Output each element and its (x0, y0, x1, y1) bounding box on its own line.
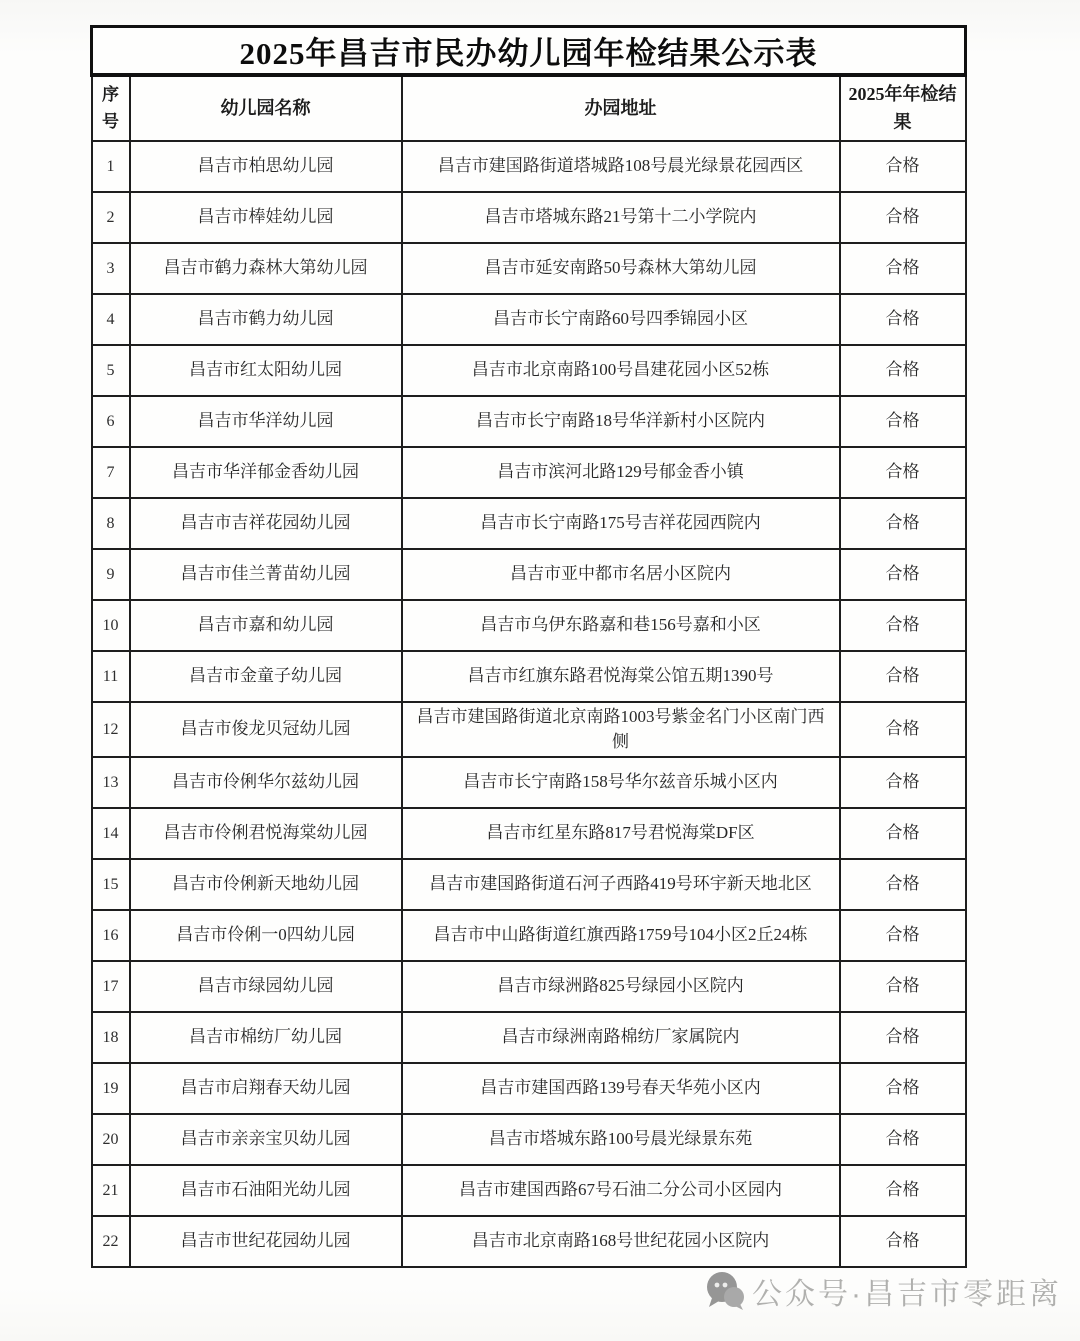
kindergarten-name-cell: 昌吉市柏思幼儿园 (130, 141, 402, 192)
kindergarten-name-cell: 昌吉市伶俐君悦海棠幼儿园 (130, 808, 402, 859)
kindergarten-name-cell: 昌吉市吉祥花园幼儿园 (130, 498, 402, 549)
table-row (92, 600, 966, 651)
kindergarten-address-cell: 昌吉市乌伊东路嘉和巷156号嘉和小区 (402, 600, 840, 651)
inspection-result-cell: 合格 (840, 961, 966, 1012)
column-header-result: 2025年年检结果 (840, 75, 966, 141)
kindergarten-name-cell: 昌吉市棒娃幼儿园 (130, 192, 402, 243)
table-row (92, 808, 966, 859)
kindergarten-name-cell: 昌吉市伶俐一0四幼儿园 (130, 910, 402, 961)
kindergarten-address-cell: 昌吉市中山路街道红旗西路1759号104小区2丘24栋 (402, 910, 840, 961)
kindergarten-name-cell: 昌吉市华洋幼儿园 (130, 396, 402, 447)
kindergarten-name-cell: 昌吉市伶俐新天地幼儿园 (130, 859, 402, 910)
inspection-result-cell: 合格 (840, 702, 966, 757)
row-index-cell: 15 (92, 859, 130, 910)
row-index-cell: 5 (92, 345, 130, 396)
inspection-result-cell: 合格 (840, 1063, 966, 1114)
row-index-cell: 21 (92, 1165, 130, 1216)
kindergarten-address-cell: 昌吉市建国路街道塔城路108号晨光绿景花园西区 (402, 141, 840, 192)
table-body (92, 141, 966, 1267)
inspection-result-cell: 合格 (840, 396, 966, 447)
kindergarten-name-cell: 昌吉市石油阳光幼儿园 (130, 1165, 402, 1216)
kindergarten-name-cell: 昌吉市鹤力幼儿园 (130, 294, 402, 345)
table-row (92, 651, 966, 702)
kindergarten-address-cell: 昌吉市北京南路168号世纪花园小区院内 (402, 1216, 840, 1267)
kindergarten-name-cell: 昌吉市绿园幼儿园 (130, 961, 402, 1012)
kindergarten-address-cell: 昌吉市滨河北路129号郁金香小镇 (402, 447, 840, 498)
inspection-result-cell: 合格 (840, 910, 966, 961)
chat-bubble-icon (702, 1268, 748, 1314)
table-row (92, 447, 966, 498)
kindergarten-address-cell: 昌吉市红星东路817号君悦海棠DF区 (402, 808, 840, 859)
table-row (92, 859, 966, 910)
kindergarten-name-cell: 昌吉市亲亲宝贝幼儿园 (130, 1114, 402, 1165)
kindergarten-address-cell: 昌吉市建国西路139号春天华苑小区内 (402, 1063, 840, 1114)
kindergarten-name-cell: 昌吉市俊龙贝冠幼儿园 (130, 702, 402, 757)
table-row (92, 1216, 966, 1267)
kindergarten-address-cell: 昌吉市长宁南路158号华尔兹音乐城小区内 (402, 757, 840, 808)
inspection-result-cell: 合格 (840, 498, 966, 549)
inspection-result-cell: 合格 (840, 651, 966, 702)
kindergarten-address-cell: 昌吉市延安南路50号森林大第幼儿园 (402, 243, 840, 294)
inspection-result-cell: 合格 (840, 243, 966, 294)
kindergarten-address-cell: 昌吉市亚中都市名居小区院内 (402, 549, 840, 600)
header-row (92, 75, 966, 141)
row-index-cell: 18 (92, 1012, 130, 1063)
kindergarten-address-cell: 昌吉市建国西路67号石油二分公司小区园内 (402, 1165, 840, 1216)
row-index-cell: 20 (92, 1114, 130, 1165)
kindergarten-name-cell: 昌吉市佳兰菁苗幼儿园 (130, 549, 402, 600)
inspection-result-cell: 合格 (840, 1216, 966, 1267)
table-row (92, 1012, 966, 1063)
kindergarten-address-cell: 昌吉市塔城东路100号晨光绿景东苑 (402, 1114, 840, 1165)
row-index-cell: 8 (92, 498, 130, 549)
row-index-cell: 7 (92, 447, 130, 498)
table-row (92, 498, 966, 549)
row-index-cell: 17 (92, 961, 130, 1012)
kindergarten-name-cell: 昌吉市华洋郁金香幼儿园 (130, 447, 402, 498)
table-row (92, 910, 966, 961)
row-index-cell: 12 (92, 702, 130, 757)
kindergarten-address-cell: 昌吉市建国路街道北京南路1003号紫金名门小区南门西侧 (402, 702, 840, 757)
table-row (92, 396, 966, 447)
inspection-result-cell: 合格 (840, 808, 966, 859)
table-row (92, 1063, 966, 1114)
table-row (92, 961, 966, 1012)
inspection-result-cell: 合格 (840, 1114, 966, 1165)
inspection-result-cell: 合格 (840, 345, 966, 396)
kindergarten-name-cell: 昌吉市鹤力森林大第幼儿园 (130, 243, 402, 294)
row-index-cell: 10 (92, 600, 130, 651)
table-row (92, 141, 966, 192)
inspection-result-cell: 合格 (840, 141, 966, 192)
kindergarten-address-cell: 昌吉市长宁南路60号四季锦园小区 (402, 294, 840, 345)
kindergarten-name-cell: 昌吉市金童子幼儿园 (130, 651, 402, 702)
title-row (92, 27, 966, 76)
inspection-result-cell: 合格 (840, 757, 966, 808)
inspection-results-table (90, 25, 967, 1268)
table-row (92, 549, 966, 600)
row-index-cell: 4 (92, 294, 130, 345)
watermark-text: 公众号·昌吉市零距离 (752, 1278, 1062, 1311)
kindergarten-address-cell: 昌吉市绿洲南路棉纺厂家属院内 (402, 1012, 840, 1063)
row-index-cell: 6 (92, 396, 130, 447)
inspection-result-cell: 合格 (840, 1165, 966, 1216)
row-index-cell: 19 (92, 1063, 130, 1114)
kindergarten-name-cell: 昌吉市世纪花园幼儿园 (130, 1216, 402, 1267)
row-index-cell: 2 (92, 192, 130, 243)
row-index-cell: 3 (92, 243, 130, 294)
kindergarten-address-cell: 昌吉市塔城东路21号第十二小学院内 (402, 192, 840, 243)
kindergarten-address-cell: 昌吉市建国路街道石河子西路419号环宇新天地北区 (402, 859, 840, 910)
table-row (92, 702, 966, 757)
table-row (92, 294, 966, 345)
column-header-address: 办园地址 (402, 75, 840, 141)
inspection-result-cell: 合格 (840, 447, 966, 498)
table-row (92, 1114, 966, 1165)
inspection-result-cell: 合格 (840, 192, 966, 243)
kindergarten-address-cell: 昌吉市绿洲路825号绿园小区院内 (402, 961, 840, 1012)
kindergarten-name-cell: 昌吉市嘉和幼儿园 (130, 600, 402, 651)
column-header-index: 序号 (92, 75, 130, 141)
kindergarten-name-cell: 昌吉市红太阳幼儿园 (130, 345, 402, 396)
kindergarten-name-cell: 昌吉市棉纺厂幼儿园 (130, 1012, 402, 1063)
row-index-cell: 22 (92, 1216, 130, 1267)
inspection-result-cell: 合格 (840, 859, 966, 910)
table-row (92, 345, 966, 396)
inspection-result-cell: 合格 (840, 294, 966, 345)
column-header-name: 幼儿园名称 (130, 75, 402, 141)
kindergarten-address-cell: 昌吉市长宁南路175号吉祥花园西院内 (402, 498, 840, 549)
kindergarten-address-cell: 昌吉市北京南路100号昌建花园小区52栋 (402, 345, 840, 396)
row-index-cell: 13 (92, 757, 130, 808)
table-row (92, 243, 966, 294)
kindergarten-name-cell: 昌吉市启翔春天幼儿园 (130, 1063, 402, 1114)
row-index-cell: 14 (92, 808, 130, 859)
row-index-cell: 1 (92, 141, 130, 192)
table-title: 2025年昌吉市民办幼儿园年检结果公示表 (92, 27, 966, 76)
table-row (92, 757, 966, 808)
kindergarten-name-cell: 昌吉市伶俐华尔兹幼儿园 (130, 757, 402, 808)
inspection-result-cell: 合格 (840, 1012, 966, 1063)
row-index-cell: 16 (92, 910, 130, 961)
inspection-result-cell: 合格 (840, 549, 966, 600)
table-row (92, 1165, 966, 1216)
kindergarten-address-cell: 昌吉市长宁南路18号华洋新村小区院内 (402, 396, 840, 447)
watermark (702, 1268, 1062, 1314)
inspection-result-cell: 合格 (840, 600, 966, 651)
row-index-cell: 11 (92, 651, 130, 702)
kindergarten-address-cell: 昌吉市红旗东路君悦海棠公馆五期1390号 (402, 651, 840, 702)
table-row (92, 192, 966, 243)
row-index-cell: 9 (92, 549, 130, 600)
